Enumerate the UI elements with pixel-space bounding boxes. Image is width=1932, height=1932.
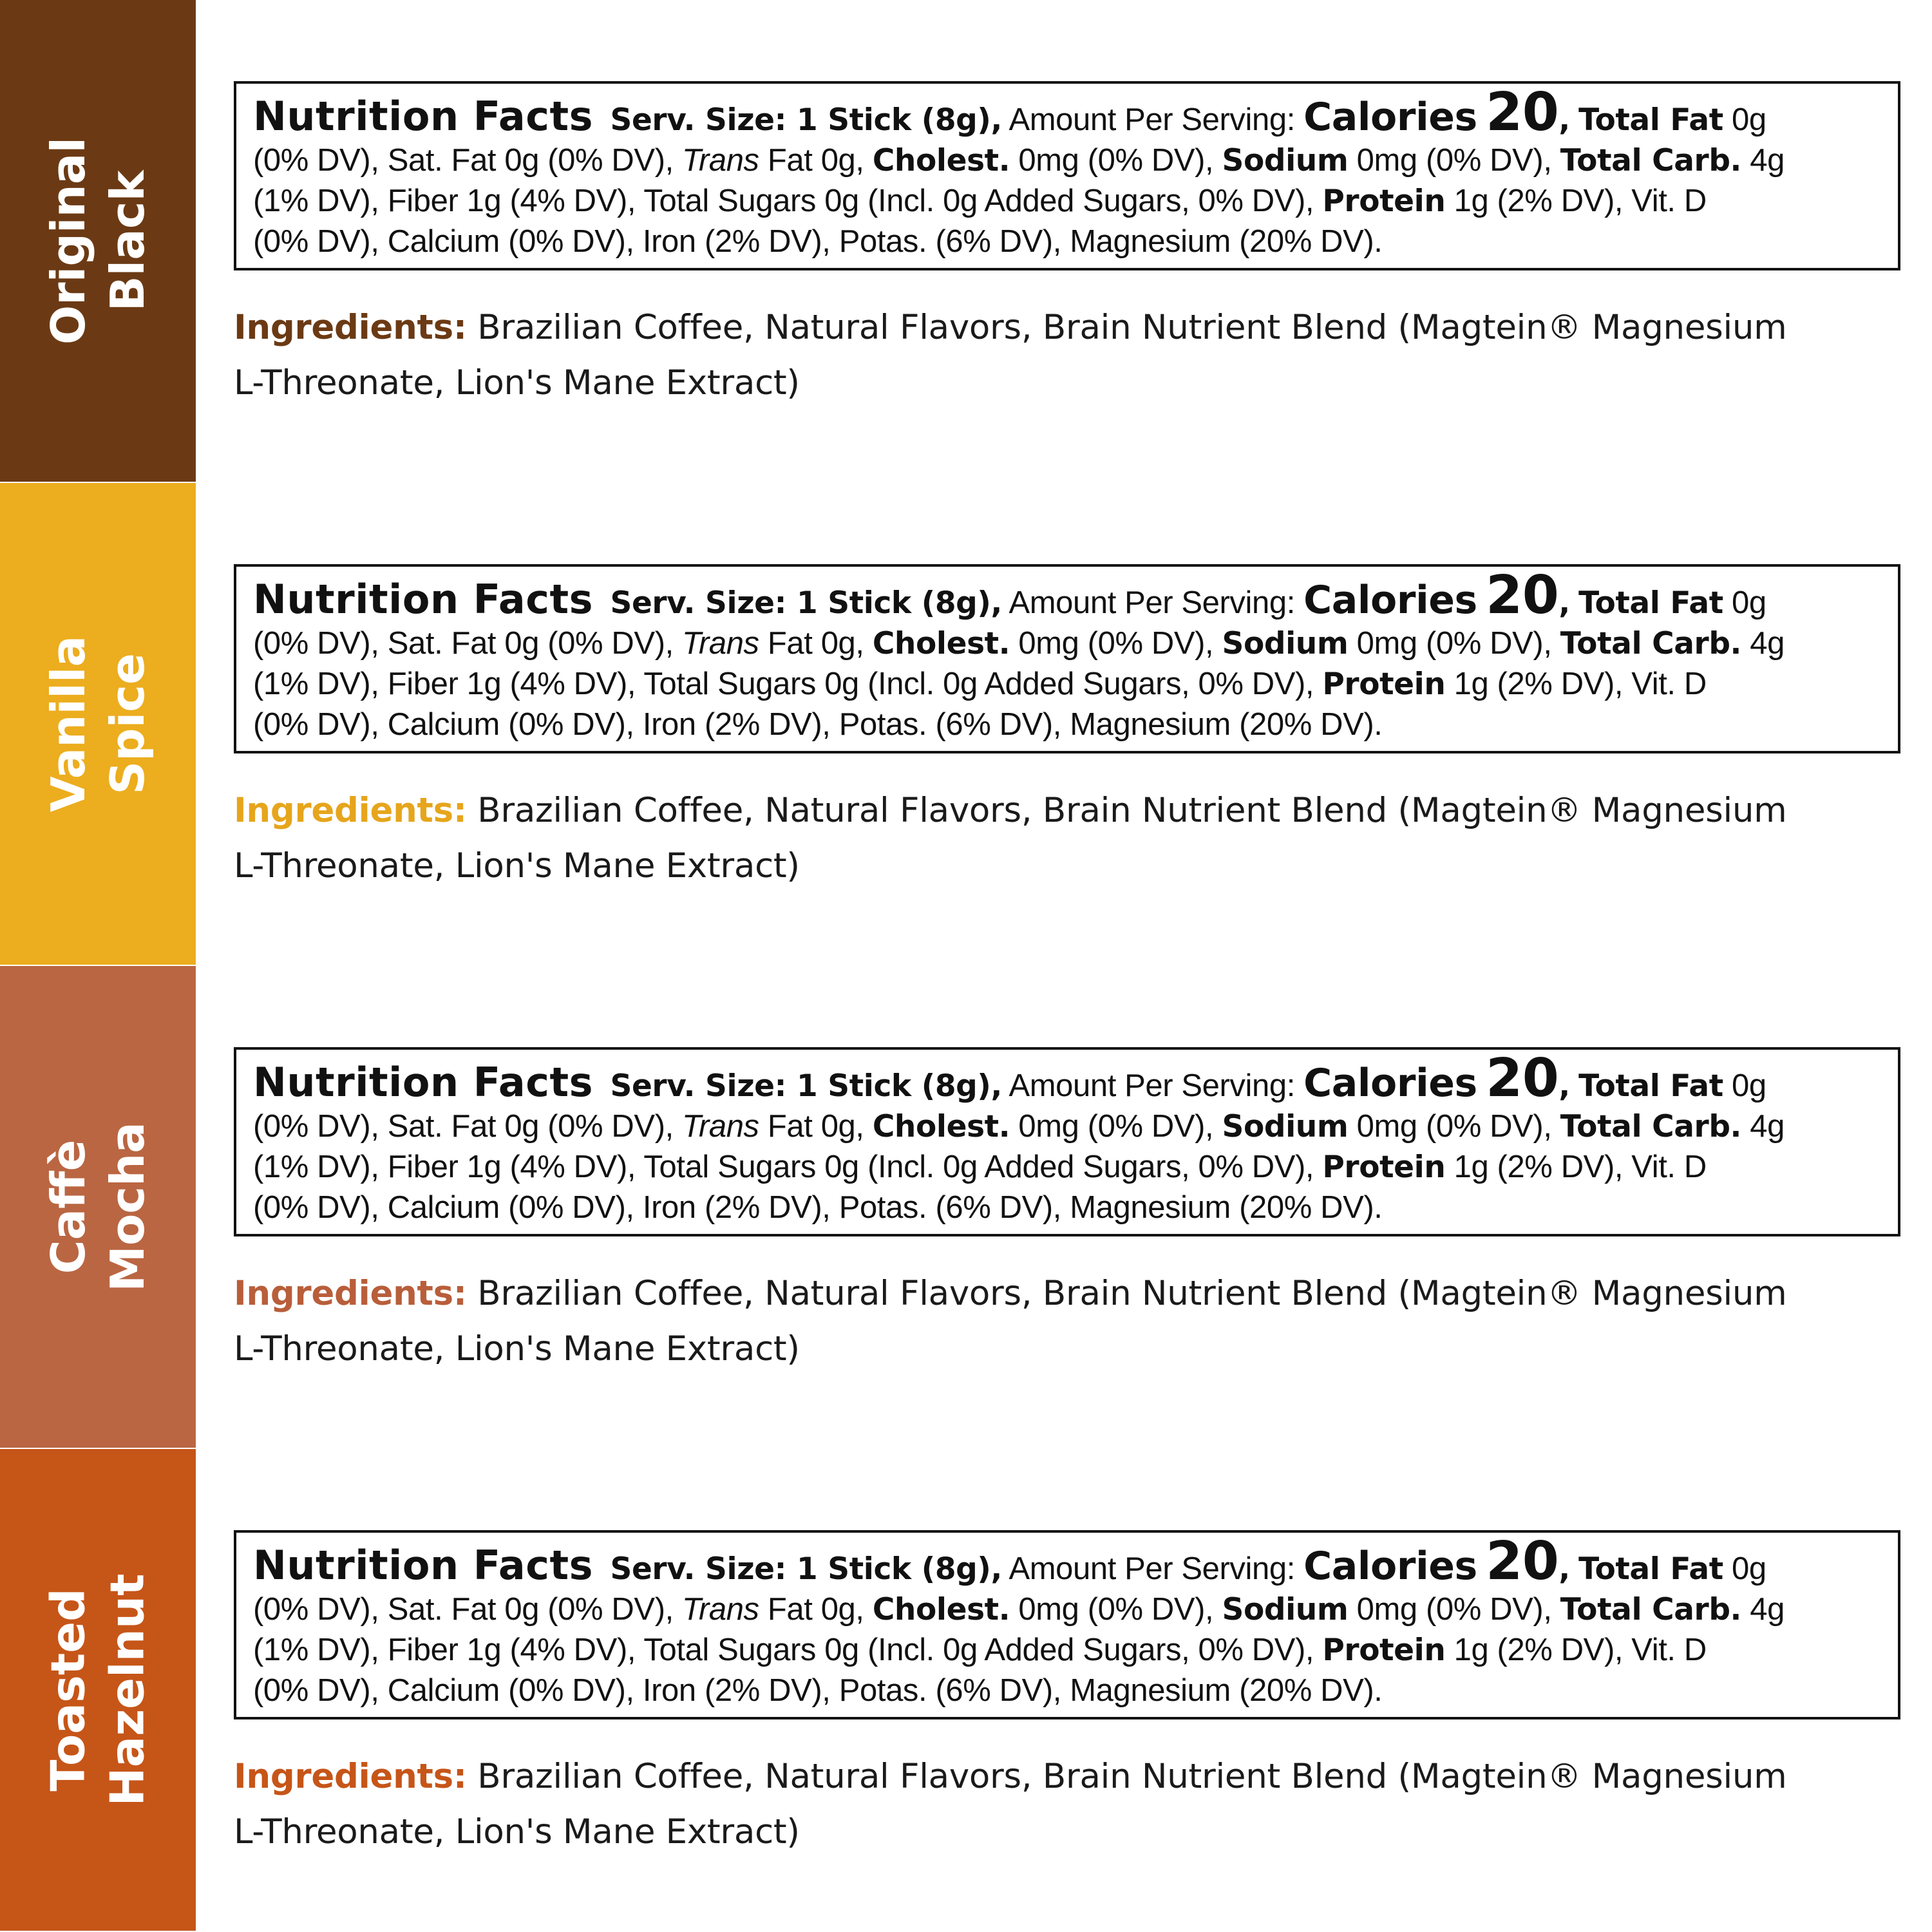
cholesterol-label: Cholest. [872,626,1010,661]
flavor-name [39,1573,157,1806]
cholesterol-value: 0mg (0% DV), [1018,1109,1214,1144]
total-fat-value: 0g [1731,1068,1766,1103]
flavor-name [39,1122,157,1292]
nutrition-facts-box [234,1530,1900,1719]
flavor-name-line2: Mocha [100,1122,155,1292]
ingredients-list-part2: L-Threonate, Lion's Mane Extract) [234,846,800,886]
nutrition-line-3 [253,1630,1882,1671]
protein-label: Protein [1322,1150,1446,1185]
sat-fat-text: (0% DV), Sat. Fat 0g (0% DV), [253,1109,674,1144]
protein-label: Protein [1322,1633,1446,1668]
minerals-text: (0% DV), Calcium (0% DV), Iron (2% DV), Potas. (6% DV), Magnesium (20% DV). [253,224,1383,259]
nutrition-facts-box [234,564,1900,753]
amount-per-serving: Amount Per Serving: [1009,102,1295,137]
cholesterol-value: 0mg (0% DV), [1018,1592,1214,1627]
ingredients-line-1 [234,1266,1908,1321]
cholesterol-value: 0mg (0% DV), [1018,626,1214,661]
trans-label: Trans [682,1109,759,1144]
calories-label: Calories [1303,1061,1477,1106]
flavor-panel [0,483,1932,966]
nutrition-line-2 [253,1106,1882,1147]
amount-per-serving: Amount Per Serving: [1009,1068,1295,1103]
total-fat-label: Total Fat [1578,1068,1723,1104]
nutrition-line-4 [253,705,1882,744]
total-carb-label: Total Carb. [1560,1109,1742,1144]
flavor-panel [0,966,1932,1449]
trans-label: Trans [682,143,759,178]
ingredients-line-1 [234,783,1908,838]
calories-value: 20 [1486,565,1559,626]
total-fat-value: 0g [1731,585,1766,620]
total-carb-value: 4g [1750,1592,1785,1627]
ingredients-list-part1: Brazilian Coffee, Natural Flavors, Brain Nutrient Blend (Magtein® Magnesium [477,1274,1787,1313]
flavor-name-line1: Caffè [41,1139,95,1274]
ingredients-list-part2: L-Threonate, Lion's Mane Extract) [234,1812,800,1852]
ingredients-text [234,783,1908,894]
sodium-label: Sodium [1222,1109,1349,1144]
trans-fat-value: Fat 0g, [767,626,864,661]
ingredients-line-1 [234,1749,1908,1804]
ingredients-list-part1: Brazilian Coffee, Natural Flavors, Brain Nutrient Blend (Magtein® Magnesium [477,1757,1787,1796]
flavor-panel [0,1449,1932,1932]
protein-label: Protein [1322,667,1446,702]
ingredients-label: Ingredients: [234,1274,467,1313]
nutrition-line-2 [253,140,1882,181]
sodium-value: 0mg (0% DV), [1356,1109,1552,1144]
flavor-band [0,966,196,1448]
calories-comma: , [1558,102,1570,138]
sodium-label: Sodium [1222,143,1349,178]
ingredients-text [234,1266,1908,1377]
cholesterol-label: Cholest. [872,1109,1010,1144]
flavor-name-line1: Vanilla [41,635,95,813]
flavor-name-line2: Black [100,170,155,312]
ingredients-text [234,1749,1908,1860]
sat-fat-text: (0% DV), Sat. Fat 0g (0% DV), [253,143,674,178]
ingredients-list-part2: L-Threonate, Lion's Mane Extract) [234,1329,800,1368]
fiber-sugars-text: (1% DV), Fiber 1g (4% DV), Total Sugars 0g (Incl. 0g Added Sugars, 0% DV), [253,184,1314,218]
serving-size: Serv. Size: 1 Stick (8g), [610,1068,1002,1104]
trans-fat-value: Fat 0g, [767,143,864,178]
protein-value: 1g (2% DV), Vit. D [1454,1150,1707,1184]
ingredients-list-part1: Brazilian Coffee, Natural Flavors, Brain Nutrient Blend (Magtein® Magnesium [477,791,1787,830]
total-fat-label: Total Fat [1578,102,1723,138]
nutrition-facts-box [234,1047,1900,1236]
calories-comma: , [1558,585,1570,621]
ingredients-list-part2: L-Threonate, Lion's Mane Extract) [234,363,800,402]
ingredients-label: Ingredients: [234,308,467,347]
serving-size: Serv. Size: 1 Stick (8g), [610,585,1002,621]
nutrition-line-1 [253,1531,1882,1592]
trans-label: Trans [682,1592,759,1627]
flavor-band [0,1449,196,1931]
nutrition-line-2 [253,1589,1882,1630]
nutrition-line-1 [253,82,1882,143]
total-carb-label: Total Carb. [1560,626,1742,661]
fiber-sugars-text: (1% DV), Fiber 1g (4% DV), Total Sugars 0g (Incl. 0g Added Sugars, 0% DV), [253,667,1314,701]
fiber-sugars-text: (1% DV), Fiber 1g (4% DV), Total Sugars 0g (Incl. 0g Added Sugars, 0% DV), [253,1633,1314,1667]
total-carb-value: 4g [1750,1109,1785,1144]
minerals-text: (0% DV), Calcium (0% DV), Iron (2% DV), Potas. (6% DV), Magnesium (20% DV). [253,707,1383,742]
flavor-name [39,137,157,345]
nutrition-line-4 [253,1671,1882,1710]
amount-per-serving: Amount Per Serving: [1009,585,1295,620]
fiber-sugars-text: (1% DV), Fiber 1g (4% DV), Total Sugars 0g (Incl. 0g Added Sugars, 0% DV), [253,1150,1314,1184]
protein-value: 1g (2% DV), Vit. D [1454,1633,1707,1667]
nutrition-line-3 [253,664,1882,705]
sodium-value: 0mg (0% DV), [1356,1592,1552,1627]
nutrition-line-1 [253,565,1882,626]
trans-label: Trans [682,626,759,661]
protein-label: Protein [1322,184,1446,219]
sodium-value: 0mg (0% DV), [1356,626,1552,661]
cholesterol-value: 0mg (0% DV), [1018,143,1214,178]
ingredients-line-2 [234,1321,1908,1377]
sat-fat-text: (0% DV), Sat. Fat 0g (0% DV), [253,1592,674,1627]
ingredients-text [234,300,1908,411]
ingredients-line-2 [234,1804,1908,1860]
nutrition-line-2 [253,623,1882,664]
total-carb-label: Total Carb. [1560,143,1742,178]
trans-fat-value: Fat 0g, [767,1109,864,1144]
nutrition-facts-title: Nutrition Facts [253,576,594,623]
calories-label: Calories [1303,578,1477,623]
ingredients-label: Ingredients: [234,1757,467,1796]
nutrition-line-4 [253,222,1882,261]
sodium-label: Sodium [1222,626,1349,661]
total-fat-label: Total Fat [1578,1551,1723,1587]
minerals-text: (0% DV), Calcium (0% DV), Iron (2% DV), Potas. (6% DV), Magnesium (20% DV). [253,1673,1383,1708]
nutrition-facts-box [234,81,1900,270]
minerals-text: (0% DV), Calcium (0% DV), Iron (2% DV), Potas. (6% DV), Magnesium (20% DV). [253,1190,1383,1225]
total-fat-value: 0g [1731,1551,1766,1586]
serving-size: Serv. Size: 1 Stick (8g), [610,1551,1002,1587]
nutrition-facts-title: Nutrition Facts [253,93,594,140]
nutrition-facts-title: Nutrition Facts [253,1542,594,1589]
flavor-name-line1: Original [41,137,96,345]
ingredients-list-part1: Brazilian Coffee, Natural Flavors, Brain Nutrient Blend (Magtein® Magnesium [477,308,1787,347]
trans-fat-value: Fat 0g, [767,1592,864,1627]
flavor-panel [0,0,1932,483]
ingredients-line-2 [234,838,1908,894]
sodium-label: Sodium [1222,1592,1349,1627]
calories-comma: , [1558,1068,1570,1104]
cholesterol-label: Cholest. [872,1592,1010,1627]
flavor-name-line2: Spice [100,653,155,795]
calories-comma: , [1558,1551,1570,1587]
flavor-name [39,636,157,812]
ingredients-line-1 [234,300,1908,355]
protein-value: 1g (2% DV), Vit. D [1454,667,1707,701]
nutrition-line-4 [253,1188,1882,1227]
sat-fat-text: (0% DV), Sat. Fat 0g (0% DV), [253,626,674,661]
cholesterol-label: Cholest. [872,143,1010,178]
nutrition-line-1 [253,1048,1882,1109]
total-carb-value: 4g [1750,143,1785,178]
flavor-band [0,483,196,965]
calories-label: Calories [1303,95,1477,140]
total-fat-label: Total Fat [1578,585,1723,621]
total-carb-label: Total Carb. [1560,1592,1742,1627]
calories-value: 20 [1486,1048,1559,1109]
nutrition-line-3 [253,181,1882,222]
calories-value: 20 [1486,82,1559,143]
total-fat-value: 0g [1731,102,1766,137]
nutrition-facts-title: Nutrition Facts [253,1059,594,1106]
amount-per-serving: Amount Per Serving: [1009,1551,1295,1586]
nutrition-line-3 [253,1147,1882,1188]
flavor-name-line2: Hazelnut [100,1573,155,1806]
sodium-value: 0mg (0% DV), [1356,143,1552,178]
flavor-band [0,0,196,482]
ingredients-line-2 [234,355,1908,411]
protein-value: 1g (2% DV), Vit. D [1454,184,1707,218]
calories-value: 20 [1486,1531,1559,1592]
ingredients-label: Ingredients: [234,791,467,830]
calories-label: Calories [1303,1544,1477,1589]
total-carb-value: 4g [1750,626,1785,661]
flavor-name-line1: Toasted [41,1588,96,1792]
serving-size: Serv. Size: 1 Stick (8g), [610,102,1002,138]
